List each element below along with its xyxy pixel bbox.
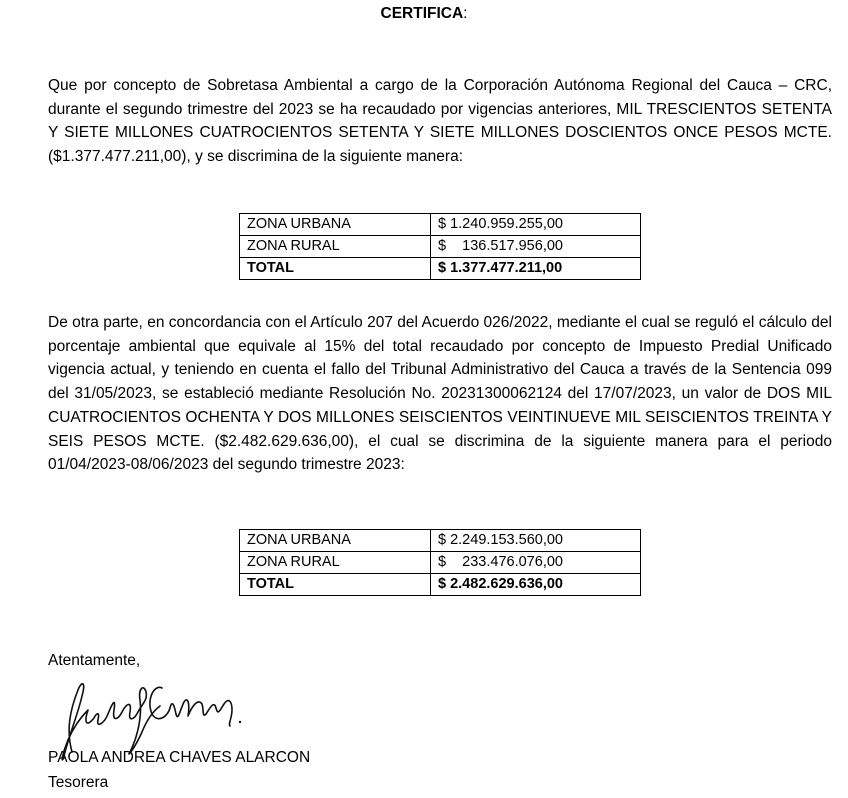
table-row <box>240 236 641 258</box>
signer-name: PAOLA ANDREA CHAVES ALARCON <box>48 749 311 766</box>
zone-cell: ZONA RURAL <box>240 552 431 574</box>
table-total-row <box>240 258 641 280</box>
handwritten-signature <box>42 670 252 766</box>
total-label-cell: TOTAL <box>240 574 431 596</box>
total-label-cell: TOTAL <box>240 258 431 280</box>
total-amount-text: $ 2.482.629.636,00 <box>438 576 563 592</box>
amount-cell <box>431 214 641 236</box>
amount-text: $ 2.249.153.560,00 <box>438 532 563 548</box>
signature-stroke-1 <box>62 684 160 760</box>
signature-dot <box>239 721 241 723</box>
resolution-paragraph: De otra parte, en concordancia con el Artículo 207 del Acuerdo 026/2022, mediante el cual se reguló el cálculo del porcentaje ambiental que equivale al 15% del total recaudado por concepto de Impuesto Predial Unificado vigencia actual, y teniendo en cuenta el fallo del Tribunal Administrativo del Cauca a través de la Sentencia 099 del 31/05/2023, se estableció mediante Resolución No. 20231300062124 del 17/07/2023, un valor de DOS MIL CUATROCIENTOS OCHENTA Y DOS MILLONES SEISCIENTOS VEINTINUEVE MIL SEISCIENTOS TREINTA Y SEIS PESOS MCTE. ($2.482.629.636,00), el cual se discrimina de la siguiente manera para el periodo 01/04/2023-08/06/2023 del segundo trimestre 2023: <box>48 314 832 474</box>
total-amount-cell <box>431 574 641 596</box>
closing-salutation: Atentamente, <box>48 652 141 669</box>
signature-stroke-2 <box>150 687 232 726</box>
sobretasa-paragraph: Que por concepto de Sobretasa Ambiental a cargo de la Corporación Autónoma Regional del Cauca – CRC, durante el segundo trimestre del 2023 se ha recaudado por vigencias anteriores, MIL TRESCIENTOS SETENTA Y SIETE MILLONES CUATROCIENTOS SETENTA Y SIETE MILLONES DOSCIENTOS ONCE PESOS MCTE. ($1.377.477.211,00), y se discrimina de la siguiente manera: <box>48 77 832 166</box>
table-row <box>240 530 641 552</box>
zone-cell: ZONA URBANA <box>240 530 431 552</box>
amount-text: $ 136.517.956,00 <box>438 238 563 254</box>
amount-cell <box>431 236 641 258</box>
amount-cell <box>431 530 641 552</box>
total-amount-cell <box>431 258 641 280</box>
table-row <box>240 552 641 574</box>
table-total-row <box>240 574 641 596</box>
amount-text: $ 233.476.076,00 <box>438 554 563 570</box>
signer-role: Tesorera <box>48 774 109 791</box>
collection-table-1 <box>239 213 641 280</box>
heading-colon: : <box>463 5 468 22</box>
zone-cell: ZONA RURAL <box>240 236 431 258</box>
table-row <box>240 214 641 236</box>
certificate-heading <box>0 4 848 24</box>
total-amount-text: $ 1.377.477.211,00 <box>438 260 563 276</box>
amount-text: $ 1.240.959.255,00 <box>438 216 563 232</box>
amount-cell <box>431 552 641 574</box>
heading-text: CERTIFICA <box>380 5 464 22</box>
collection-table-2 <box>239 529 641 596</box>
zone-cell: ZONA URBANA <box>240 214 431 236</box>
